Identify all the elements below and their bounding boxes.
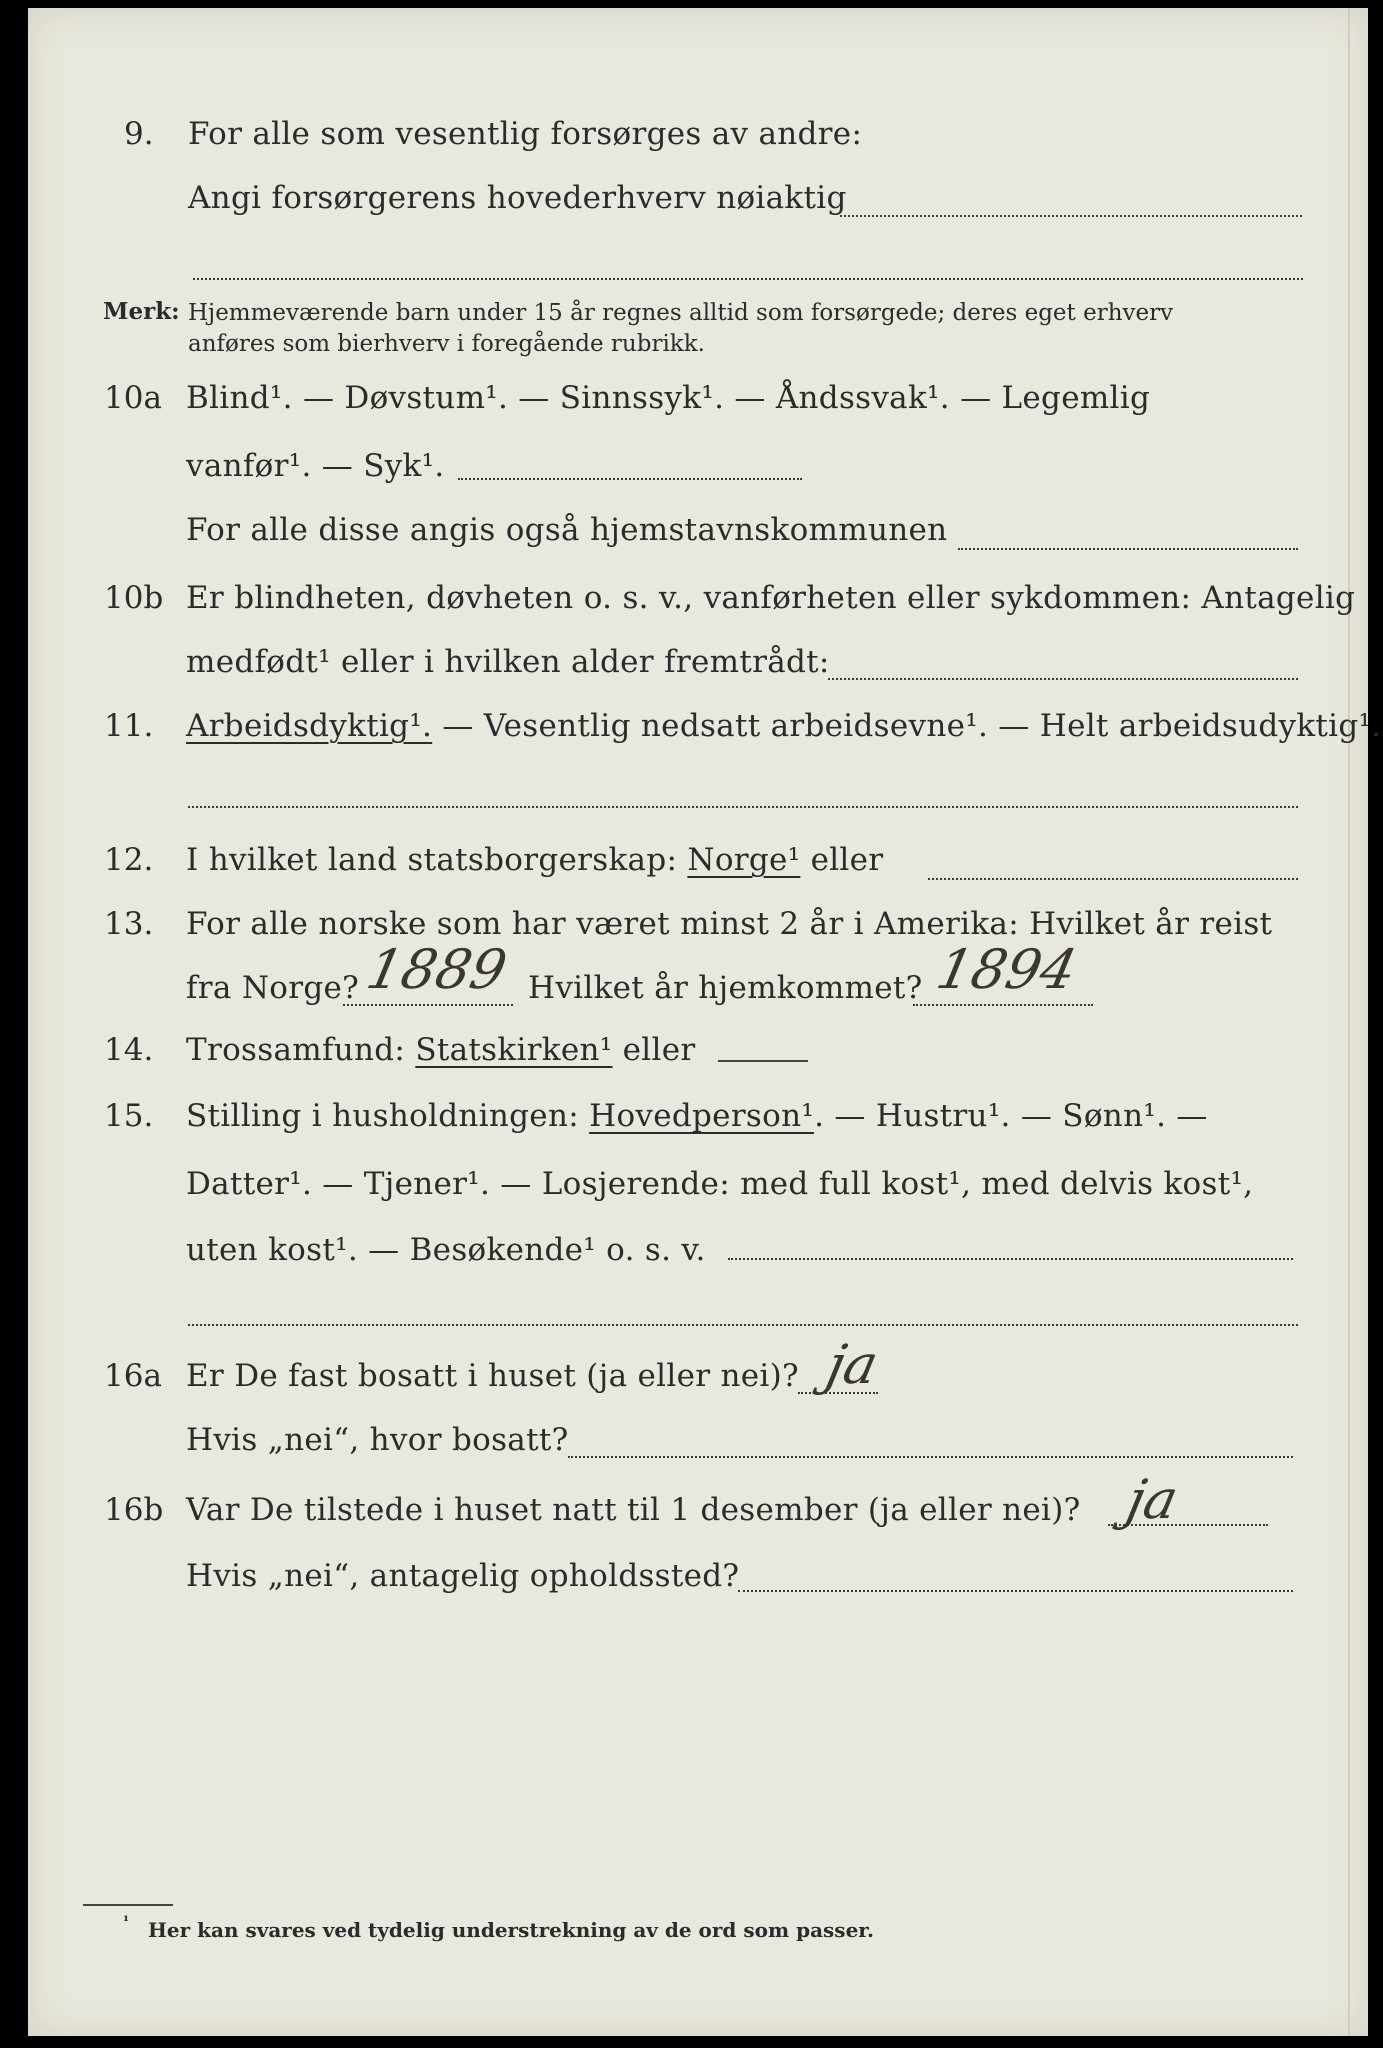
q10a-number: 10a xyxy=(104,380,162,416)
q13-pre: fra Norge? xyxy=(186,970,360,1006)
merk-line1: Hjemmeværende barn under 15 år regnes alltid som forsørgede; deres eget erhverv xyxy=(188,300,1174,326)
q9-line2: Angi forsørgerens hovederhverv nøiaktig xyxy=(188,180,847,216)
census-form-page xyxy=(28,8,1382,2036)
q10b-answer-line[interactable] xyxy=(828,678,1298,680)
q12-pre: I hvilket land statsborgerskap: xyxy=(186,842,688,878)
q13-year-reist-line[interactable] xyxy=(343,1004,513,1006)
q10a-line3: For alle disse angis også hjemstavnskommunen xyxy=(186,512,948,548)
q12-answer-line[interactable] xyxy=(928,878,1298,880)
merk-line2: anføres som bierhverv i foregående rubrikk. xyxy=(188,331,705,357)
q15-line1 xyxy=(186,1098,1208,1134)
q14-post: eller xyxy=(612,1032,696,1068)
q11-option-arbeidsdyktig[interactable]: Arbeidsdyktig¹. xyxy=(186,708,433,744)
q12-number: 12. xyxy=(104,842,154,878)
q13-number: 13. xyxy=(104,906,154,942)
q12-option-norge[interactable]: Norge¹ xyxy=(687,842,801,878)
q16b-number: 16b xyxy=(104,1492,164,1528)
q16a-line1: Er De fast bosatt i huset (ja eller nei)? xyxy=(186,1358,799,1394)
merk-label: Merk: xyxy=(103,298,180,325)
q11-answer-line[interactable] xyxy=(188,806,1298,808)
q9-answer-line-2[interactable] xyxy=(193,278,1303,280)
q10a-line2: vanfør¹. — Syk¹. xyxy=(186,448,445,484)
q13-line1: For alle norske som har været minst 2 år i Amerika: Hvilket år reist xyxy=(186,906,1273,942)
q11-rest: — Vesentlig nedsatt arbeidsevne¹. — Helt arbeidsudyktig¹. xyxy=(432,708,1382,744)
q11-number: 11. xyxy=(104,708,154,744)
q10a-answer-line[interactable] xyxy=(458,478,802,480)
q10a-line1: Blind¹. — Døvstum¹. — Sinnssyk¹. — Åndssvak¹. — Legemlig xyxy=(186,380,1151,416)
q14-answer-line[interactable] xyxy=(718,1060,808,1062)
q16b-line2: Hvis „nei“, antagelig opholdssted? xyxy=(186,1558,740,1594)
q16a-line2: Hvis „nei“, hvor bosatt? xyxy=(186,1422,569,1458)
q15-answer-line-2[interactable] xyxy=(188,1324,1298,1326)
q15-answer-line[interactable] xyxy=(728,1258,1293,1260)
q14-number: 14. xyxy=(104,1032,154,1068)
q13-answer-reist: 1889 xyxy=(361,938,513,1001)
q16a-answer: ja xyxy=(821,1333,884,1396)
q14-text xyxy=(186,1032,696,1068)
page-edge xyxy=(1348,8,1350,2036)
q15-line2: Datter¹. — Tjener¹. — Losjerende: med full kost¹, med delvis kost¹, xyxy=(186,1166,1254,1202)
q15-rest1: . — Hustru¹. — Sønn¹. — xyxy=(814,1098,1208,1134)
q15-line3: uten kost¹. — Besøkende¹ o. s. v. xyxy=(186,1232,706,1268)
q16b-where-line[interactable] xyxy=(738,1590,1293,1592)
q15-option-hovedperson[interactable]: Hovedperson¹ xyxy=(589,1098,815,1134)
footnote-rule xyxy=(83,1904,173,1906)
q13-mid: Hvilket år hjemkommet? xyxy=(528,970,923,1006)
q11-text xyxy=(186,708,1381,744)
q10b-number: 10b xyxy=(104,580,164,616)
q12-text xyxy=(186,842,883,878)
q16a-number: 16a xyxy=(104,1358,162,1394)
q12-post: eller xyxy=(800,842,884,878)
q10a-home-line[interactable] xyxy=(958,548,1298,550)
q13-answer-hjem: 1894 xyxy=(931,938,1083,1001)
q10b-line1: Er blindheten, døvheten o. s. v., vanførheten eller sykdommen: Antagelig xyxy=(186,580,1356,616)
q9-answer-line[interactable] xyxy=(840,215,1302,217)
q16b-answer: ja xyxy=(1121,1468,1184,1531)
q10b-line2: medfødt¹ eller i hvilken alder fremtrådt: xyxy=(186,644,830,680)
q14-pre: Trossamfund: xyxy=(186,1032,416,1068)
q15-number: 15. xyxy=(104,1098,154,1134)
q16a-where-line[interactable] xyxy=(568,1456,1293,1458)
q16b-line1: Var De tilstede i huset natt til 1 desember (ja eller nei)? xyxy=(186,1492,1081,1528)
q13-year-hjem-line[interactable] xyxy=(913,1004,1093,1006)
footnote-text: Her kan svares ved tydelig understrekning av de ord som passer. xyxy=(148,1918,874,1942)
q9-number: 9. xyxy=(124,116,154,152)
footnote-mark: ¹ xyxy=(123,1914,130,1930)
q15-pre: Stilling i husholdningen: xyxy=(186,1098,590,1134)
q9-line1: For alle som vesentlig forsørges av andre: xyxy=(188,116,863,152)
q14-option-statskirken[interactable]: Statskirken¹ xyxy=(415,1032,613,1068)
